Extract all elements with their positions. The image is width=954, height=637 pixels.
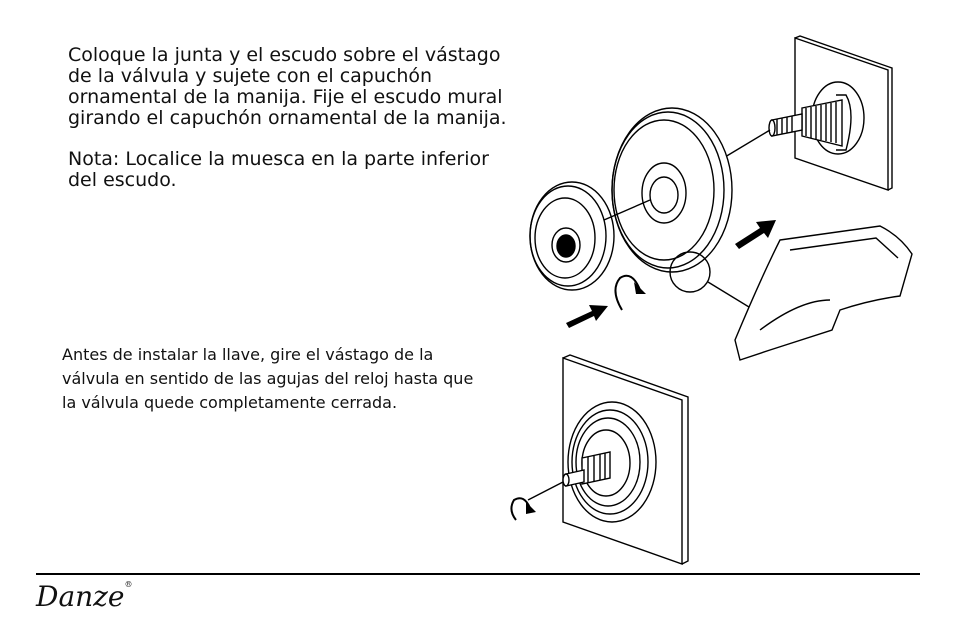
instruction-note: Nota: Localice la muesca en la parte inferior del escudo.: [68, 148, 489, 191]
instruction-paragraph-valve: Antes de instalar la llave, gire el vástago de la válvula en sentido de las agujas del reloj hasta que la válvula quede completamente cerrada.: [62, 345, 474, 412]
escutcheon-plate: [612, 108, 732, 272]
footer-divider: [36, 573, 920, 575]
brand-name: Danze: [36, 580, 125, 613]
brand-logo: [36, 580, 133, 613]
instruction-paragraph: Coloque la junta y el escudo sobre el vástago de la válvula y sujete con el capuchón ornamental de la manija. Fije el escudo mural girando el capuchón ornamental de la manija.: [68, 44, 507, 129]
registered-mark: ®: [124, 580, 133, 589]
